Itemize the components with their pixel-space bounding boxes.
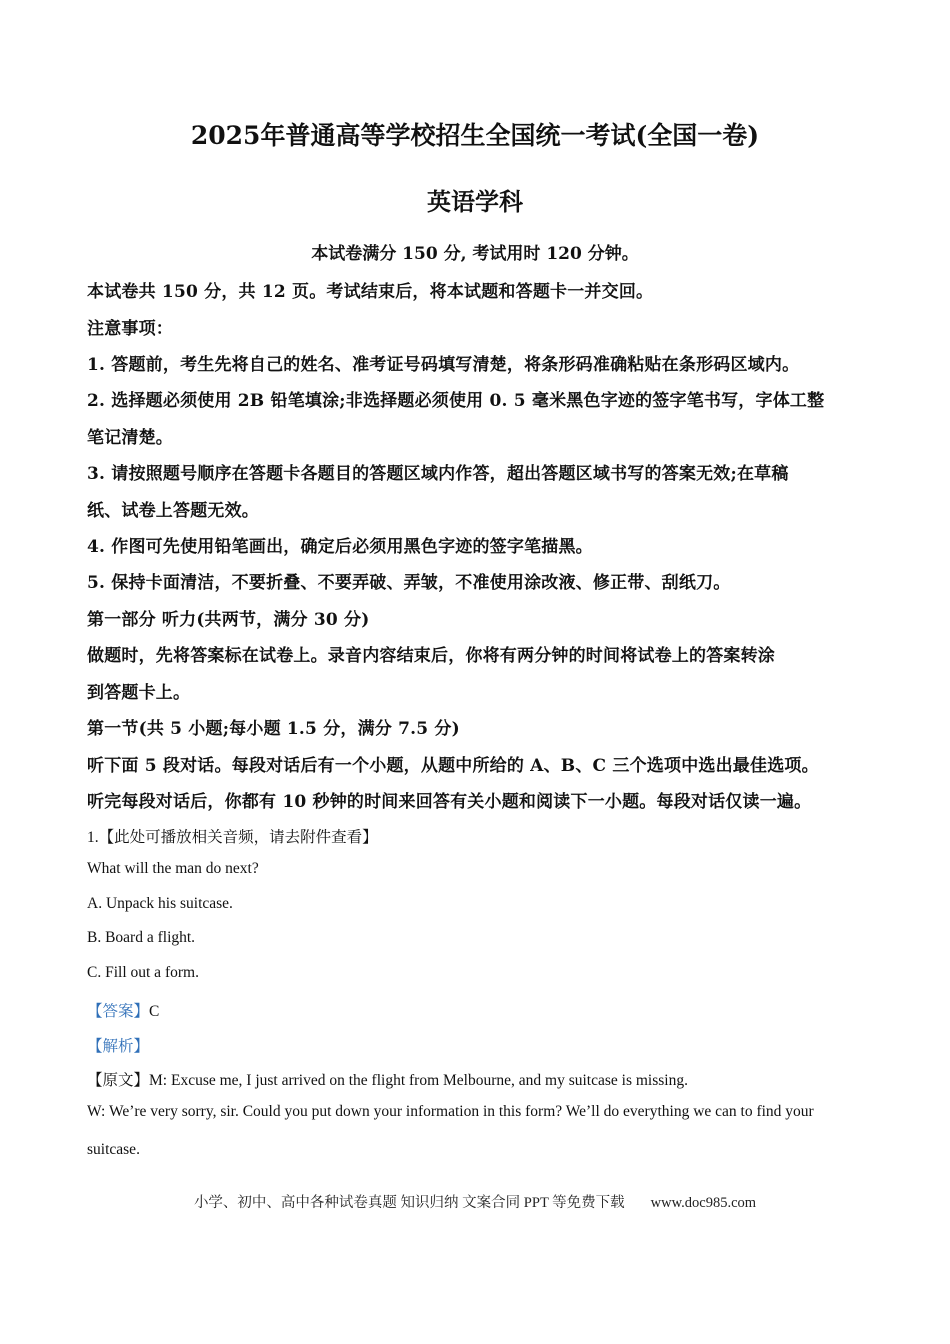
transcript-line-2: W: We’re very sorry, sir. Could you put down your information in this form? We’ll do everything we can to find your	[87, 1103, 814, 1120]
analysis-label: 【解析】	[87, 1038, 150, 1055]
question-1-audio-line	[87, 825, 378, 847]
subject-title: 英语学科	[427, 187, 523, 216]
answer-label: 【答案】	[87, 1003, 150, 1020]
note-3-cont: 纸、试卷上答题无效。	[87, 501, 259, 521]
question-number: 1.	[87, 829, 99, 846]
footer-url[interactable]: www.doc985.com	[650, 1195, 757, 1211]
part1-heading: 第一部分 听力(共两节，满分 30 分)	[87, 610, 370, 630]
part1-instruction-1: 做题时，先将答案标在试卷上。录音内容结束后，你将有两分钟的时间将试卷上的答案转涂	[87, 646, 775, 666]
paper-info: 本试卷共 150 分，共 12 页。考试结束后，将本试题和答题卡一并交回。	[87, 282, 654, 302]
note-5: 5. 保持卡面清洁，不要折叠、不要弄破、弄皱，不准使用涂改液、修正带、刮纸刀。	[87, 573, 731, 593]
transcript-line-3: suitcase.	[87, 1141, 140, 1158]
footer-text: 小学、初中、高中各种试卷真题 知识归纳 文案合同 PPT 等免费下载	[193, 1195, 625, 1211]
transcript-label: 【原文】	[87, 1072, 150, 1089]
notes-heading: 注意事项：	[87, 319, 173, 339]
transcript-line-1	[87, 1068, 688, 1090]
note-2-cont: 笔记清楚。	[87, 428, 173, 448]
note-1: 1. 答题前，考生先将自己的姓名、准考证号码填写清楚，将条形码准确粘贴在条形码区域内。	[87, 355, 800, 375]
question-1-stem: What will the man do next?	[87, 860, 259, 877]
section1-heading: 第一节(共 5 小题;每小题 1.5 分，满分 7.5 分)	[87, 719, 460, 739]
option-b: B. Board a flight.	[87, 929, 196, 946]
audio-note[interactable]: 【此处可播放相关音频，请去附件查看】	[98, 829, 378, 846]
answer-value: C	[149, 1003, 160, 1020]
section1-instruction-2: 听完每段对话后，你都有 10 秒钟的时间来回答有关小题和阅读下一小题。每段对话仅读一遍。	[87, 792, 812, 812]
part1-instruction-2: 到答题卡上。	[87, 683, 191, 703]
option-a: A. Unpack his suitcase.	[87, 895, 233, 912]
answer-line	[87, 999, 159, 1021]
section1-instruction-1: 听下面 5 段对话。每段对话后有一个小题，从题中所给的 A、B、C 三个选项中选出最佳选项。	[87, 756, 819, 776]
score-time-line: 本试卷满分 150 分, 考试用时 120 分钟。	[311, 244, 639, 264]
note-3: 3. 请按照题号顺序在答题卡各题目的答题区域内作答，超出答题区域书写的答案无效;在草稿	[87, 464, 789, 484]
page-footer	[0, 1191, 950, 1212]
note-2: 2. 选择题必须使用 2B 铅笔填涂;非选择题必须使用 0. 5 毫米黑色字迹的签字笔书写，字体工整	[87, 391, 825, 411]
exam-title: 2025年普通高等学校招生全国统一考试(全国一卷)	[190, 121, 760, 150]
transcript-text: M: Excuse me, I just arrived on the flight from Melbourne, and my suitcase is missing.	[149, 1072, 688, 1089]
option-c: C. Fill out a form.	[87, 964, 199, 981]
note-4: 4. 作图可先使用铅笔画出，确定后必须用黑色字迹的签字笔描黑。	[87, 537, 593, 557]
